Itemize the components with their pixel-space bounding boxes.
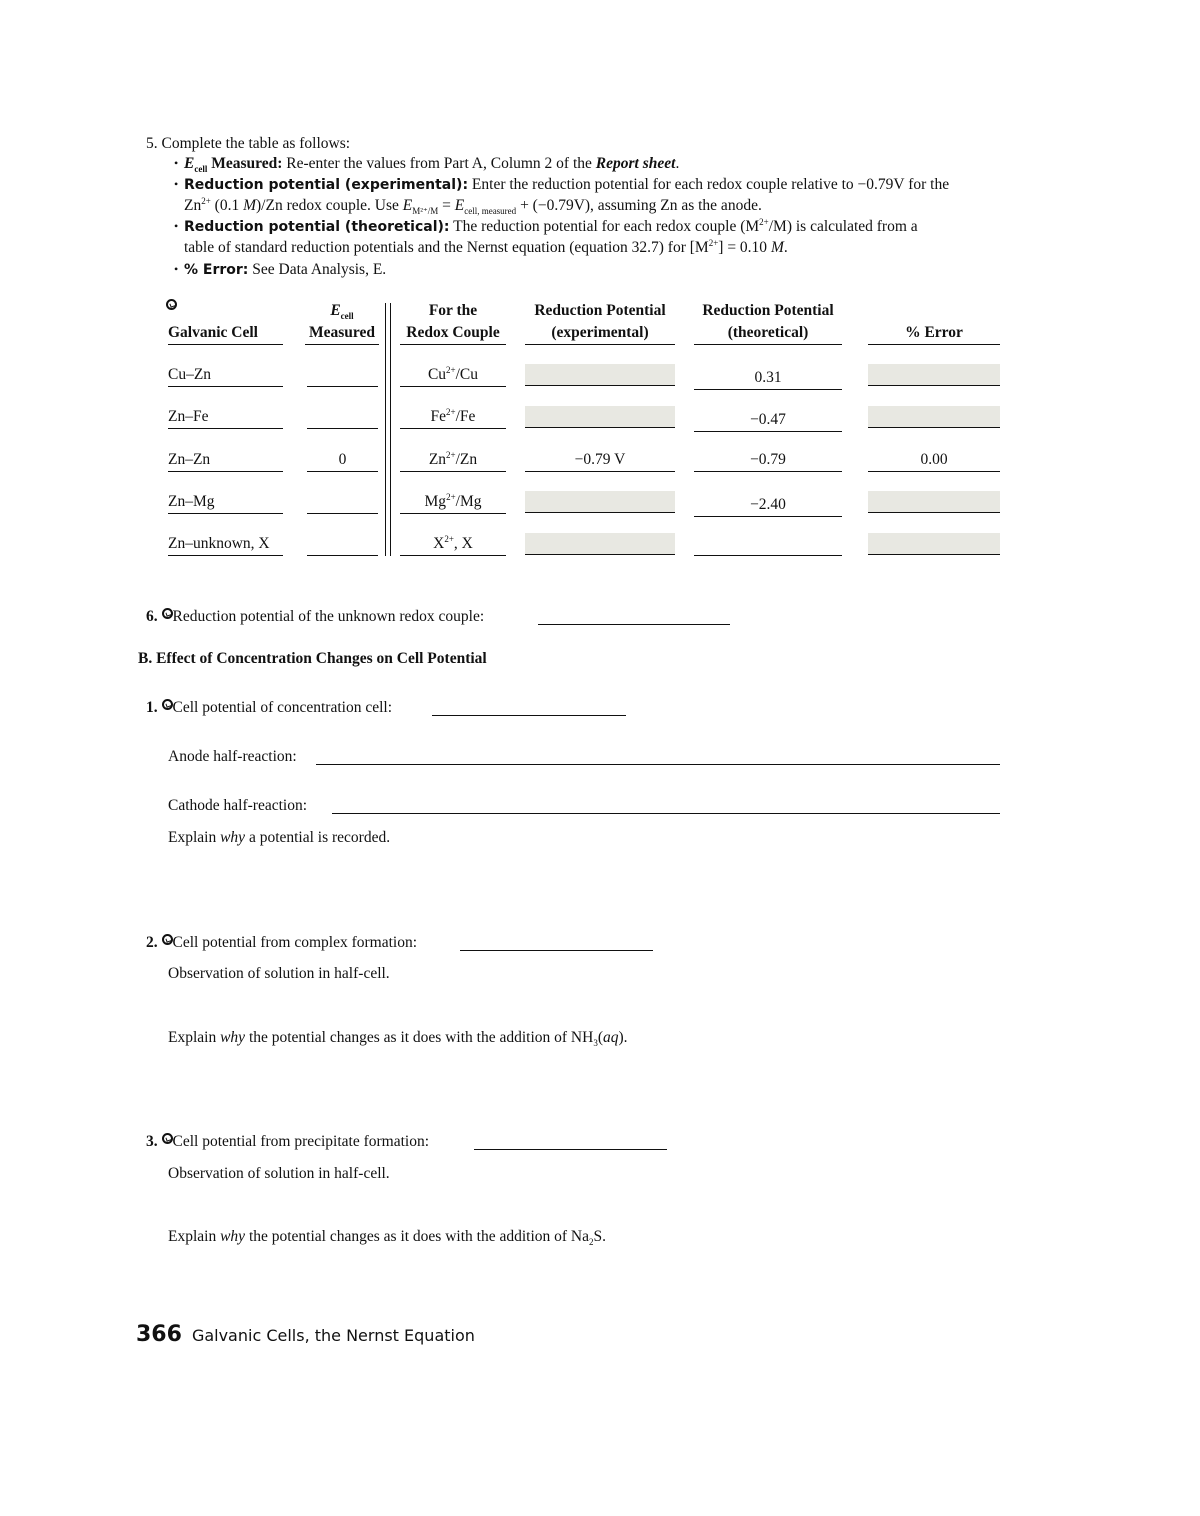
bullet-error: % Error: See Data Analysis, E. [184, 261, 387, 278]
header-underline [694, 344, 842, 345]
sign-icon [162, 934, 173, 945]
header-couple-2: Redox Couple [406, 324, 500, 341]
q3-explain: Explain why the potential changes as it does with the addition of $Na_2S$. [168, 1228, 606, 1248]
header-measured: Measured [308, 324, 375, 341]
bullet-experimental: Reduction potential (experimental): Enter the reduction potential for each redox couple relative to −0.79V for the [184, 176, 950, 193]
page-footer [136, 1322, 475, 1347]
row-theo-input[interactable] [694, 533, 842, 556]
row-exp-shaded [525, 533, 675, 555]
bullet-dot: • [174, 156, 179, 170]
row-error-shaded [868, 364, 1000, 386]
page-number: 366 [136, 1322, 182, 1347]
header-underline [305, 344, 379, 345]
header-galvanic-cell: Galvanic Cell [168, 324, 258, 341]
sign-icon [166, 298, 177, 316]
partB-heading: B. Effect of Concentration Changes on Cell Potential [138, 650, 487, 667]
q3-answer-line[interactable] [474, 1149, 667, 1150]
sign-icon [162, 608, 173, 619]
row-measured: 0 [307, 449, 378, 472]
q1: 1. Cell potential of concentration cell: [146, 699, 393, 716]
q2-answer-line[interactable] [460, 950, 653, 951]
bullet-ecell: $E_{cell}$ Measured: Re-enter the values from Part A, Column 2 of the Report sheet. [184, 155, 680, 175]
sign-icon [162, 1133, 173, 1144]
header-error: % Error [905, 324, 963, 341]
q2: 2. Cell potential from complex formation: [146, 934, 417, 951]
q2-explain: Explain why the potential changes as it does with the addition of $NH_3(aq)$. [168, 1029, 628, 1049]
header-underline [868, 344, 1000, 345]
q3-observation: Observation of solution in half-cell. [168, 1165, 390, 1182]
row-couple: $X^{2+}$, X [400, 533, 506, 556]
item5-intro: Complete the table as follows: [161, 135, 351, 152]
bullet-theoretical: Reduction potential (theoretical): The reduction potential for each redox couple $(M^{2+}/M)$ is calculated from a [184, 216, 918, 235]
item5-instructions [146, 134, 350, 154]
row-theo: 0.31 [694, 367, 842, 390]
sign-icon [162, 699, 173, 710]
header-theo-2: (theoretical) [727, 324, 809, 341]
row-theo: −0.47 [694, 409, 842, 432]
q2-observation: Observation of solution in half-cell. [168, 965, 390, 982]
row-couple: $Zn^{2+}/Zn$ [400, 449, 506, 472]
header-underline [525, 344, 675, 345]
q1-anode-label: Anode half-reaction: [168, 748, 297, 765]
row-cell: Zn–Fe [168, 406, 283, 429]
row-error: 0.00 [868, 449, 1000, 472]
row-couple: $Fe^{2+}/Fe$ [400, 406, 506, 429]
bullet-dot: • [174, 177, 179, 191]
row-cell: Zn–Zn [168, 449, 283, 472]
row-measured-input[interactable] [307, 533, 378, 556]
row-exp-shaded [525, 364, 675, 386]
q1-explain: Explain why a potential is recorded. [168, 829, 391, 846]
row-exp-shaded [525, 491, 675, 513]
row-couple: $Mg^{2+}/Mg$ [400, 491, 506, 514]
q3: 3. Cell potential from precipitate formation: [146, 1133, 430, 1150]
q1-cathode-line[interactable] [332, 813, 1000, 814]
row-couple: $Cu^{2+}/Cu$ [400, 364, 506, 387]
row-error-shaded [868, 406, 1000, 428]
row-error-shaded [868, 533, 1000, 555]
chapter-title: Galvanic Cells, the Nernst Equation [191, 1326, 475, 1345]
header-ecell: $E_{cell}$ [330, 302, 354, 322]
header-exp-2: (experimental) [551, 324, 649, 341]
bullet-dot: • [174, 262, 179, 276]
row-cell: Cu–Zn [168, 364, 283, 387]
row-measured-input[interactable] [307, 406, 378, 429]
row-error-shaded [868, 491, 1000, 513]
bullet-experimental-line2: $Zn^{2+}$ (0.1 M)/Zn redox couple. Use $E_{M^{2+}/M} = E_{cell, measured} + (-0.79V)$, assuming Zn as the anode. [184, 195, 762, 217]
q1-anode-line[interactable] [316, 764, 1000, 765]
header-theo-1: Reduction Potential [702, 302, 834, 319]
row-measured-input[interactable] [307, 364, 378, 387]
bullet-theoretical-line2: table of standard reduction potentials and the Nernst equation (equation 32.7) for $[M^{2+}] = 0.10$ M. [184, 237, 788, 256]
q1-cathode-label: Cathode half-reaction: [168, 797, 308, 814]
row-theo: −0.79 [694, 449, 842, 472]
header-underline [400, 344, 506, 345]
row-measured-input[interactable] [307, 491, 378, 514]
row-exp-shaded [525, 406, 675, 428]
q1-answer-line[interactable] [432, 715, 626, 716]
header-exp-1: Reduction Potential [534, 302, 666, 319]
row-exp: −0.79 V [525, 449, 675, 472]
header-couple-1: For the [428, 302, 478, 319]
item6: 6. Reduction potential of the unknown redox couple: [146, 608, 485, 625]
table-double-rule [385, 303, 391, 556]
row-cell: Zn–unknown, X [168, 533, 283, 556]
row-cell: Zn–Mg [168, 491, 283, 514]
item5-number: 5. [146, 135, 158, 152]
row-theo: −2.40 [694, 494, 842, 517]
item6-answer-line[interactable] [538, 624, 730, 625]
bullet-dot: • [174, 219, 179, 233]
header-underline [168, 344, 283, 345]
